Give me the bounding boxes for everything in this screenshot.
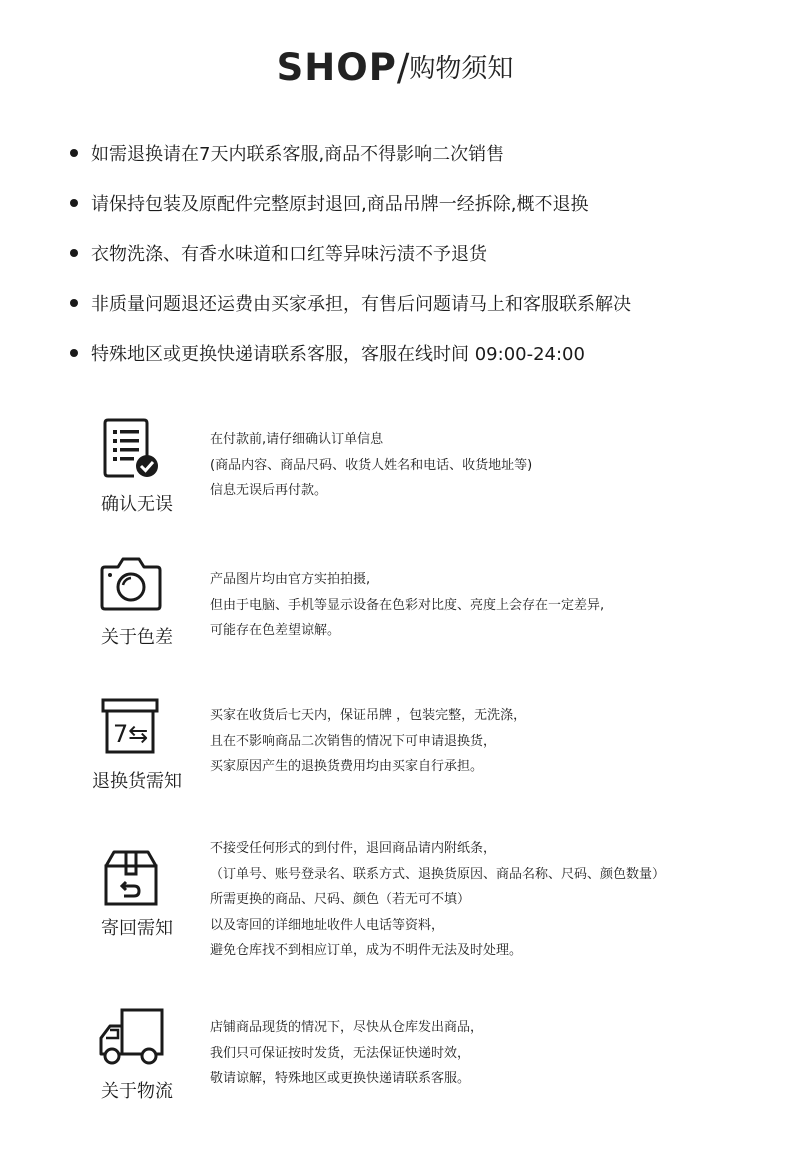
title-english: SHOP bbox=[276, 46, 397, 89]
description-line: 所需更换的商品、尺码、颜色（若无可不填） bbox=[210, 892, 471, 907]
section-description bbox=[210, 427, 770, 504]
section-description bbox=[210, 836, 770, 964]
rule-item bbox=[70, 278, 770, 328]
title-chinese: 购物须知 bbox=[409, 54, 514, 84]
page-title bbox=[0, 46, 790, 89]
seven-day-return-icon bbox=[96, 697, 166, 761]
description-line: (商品内容、商品尺码、收货人姓名和电话、收货地址等) bbox=[210, 457, 533, 473]
rule-text: 请保持包装及原配件完整原封退回,商品吊牌一经拆除,概不退换 bbox=[91, 194, 589, 215]
delivery-truck-icon bbox=[96, 1006, 166, 1070]
section-label: 退换货需知 bbox=[92, 771, 182, 792]
rules-list bbox=[70, 128, 770, 378]
bullet-icon bbox=[70, 349, 78, 357]
bullet-icon bbox=[70, 199, 78, 207]
section-label: 关于物流 bbox=[101, 1081, 173, 1102]
camera-icon bbox=[96, 555, 166, 619]
description-line: 在付款前,请仔细确认订单信息 bbox=[210, 432, 384, 447]
description-line: 但由于电脑、手机等显示设备在色彩对比度、亮度上会存在一定差异, bbox=[210, 597, 605, 613]
description-line: 以及寄回的详细地址收件人电话等资料， bbox=[210, 917, 445, 933]
checklist-icon bbox=[96, 418, 166, 482]
section-description bbox=[210, 567, 770, 644]
rule-text: 非质量问题退还运费由买家承担，有售后问题请马上和客服联系解决 bbox=[91, 294, 631, 315]
title-separator: / bbox=[396, 46, 410, 89]
description-line: 买家原因产生的退换货费用均由买家自行承担。 bbox=[210, 759, 484, 774]
description-line: 且在不影响商品二次销售的情况下可申请退换货， bbox=[210, 733, 497, 749]
section-label: 寄回需知 bbox=[101, 918, 173, 939]
description-line: 避免仓库找不到相应订单，成为不明件无法及时处理。 bbox=[210, 943, 523, 958]
rule-item bbox=[70, 178, 770, 228]
description-line: 店铺商品现货的情况下，尽快从仓库发出商品， bbox=[210, 1020, 484, 1035]
rule-text: 如需退换请在7天内联系客服,商品不得影响二次销售 bbox=[91, 144, 505, 165]
description-line: 我们只可保证按时发货，无法保证快递时效， bbox=[210, 1045, 471, 1061]
description-line: 不接受任何形式的到付件，退回商品请内附纸条， bbox=[210, 841, 497, 856]
section-label: 关于色差 bbox=[101, 627, 173, 648]
return-box-icon bbox=[96, 848, 166, 912]
section-description bbox=[210, 1015, 770, 1092]
bullet-icon bbox=[70, 249, 78, 257]
seven-day-label: 7⇆ bbox=[113, 720, 149, 748]
description-line: 信息无误后再付款。 bbox=[210, 483, 328, 498]
rule-item bbox=[70, 328, 770, 378]
section-label: 确认无误 bbox=[101, 494, 173, 515]
description-line: 可能存在色差望谅解。 bbox=[210, 623, 341, 638]
rule-item bbox=[70, 128, 770, 178]
description-line: （订单号、账号登录名、联系方式、退换货原因、商品名称、尺码、颜色数量） bbox=[210, 866, 666, 882]
rule-text: 衣物洗涤、有香水味道和口红等异味污渍不予退货 bbox=[91, 244, 487, 265]
section-description bbox=[210, 703, 770, 780]
description-line: 敬请谅解，特殊地区或更换快递请联系客服。 bbox=[210, 1071, 471, 1086]
bullet-icon bbox=[70, 299, 78, 307]
description-line: 产品图片均由官方实拍拍摄, bbox=[210, 572, 371, 587]
rule-text: 特殊地区或更换快递请联系客服，客服在线时间 09:00-24:00 bbox=[91, 344, 585, 365]
bullet-icon bbox=[70, 149, 78, 157]
description-line: 买家在收货后七天内，保证吊牌 ，包装完整，无洗涤， bbox=[210, 708, 527, 723]
rule-item bbox=[70, 228, 770, 278]
